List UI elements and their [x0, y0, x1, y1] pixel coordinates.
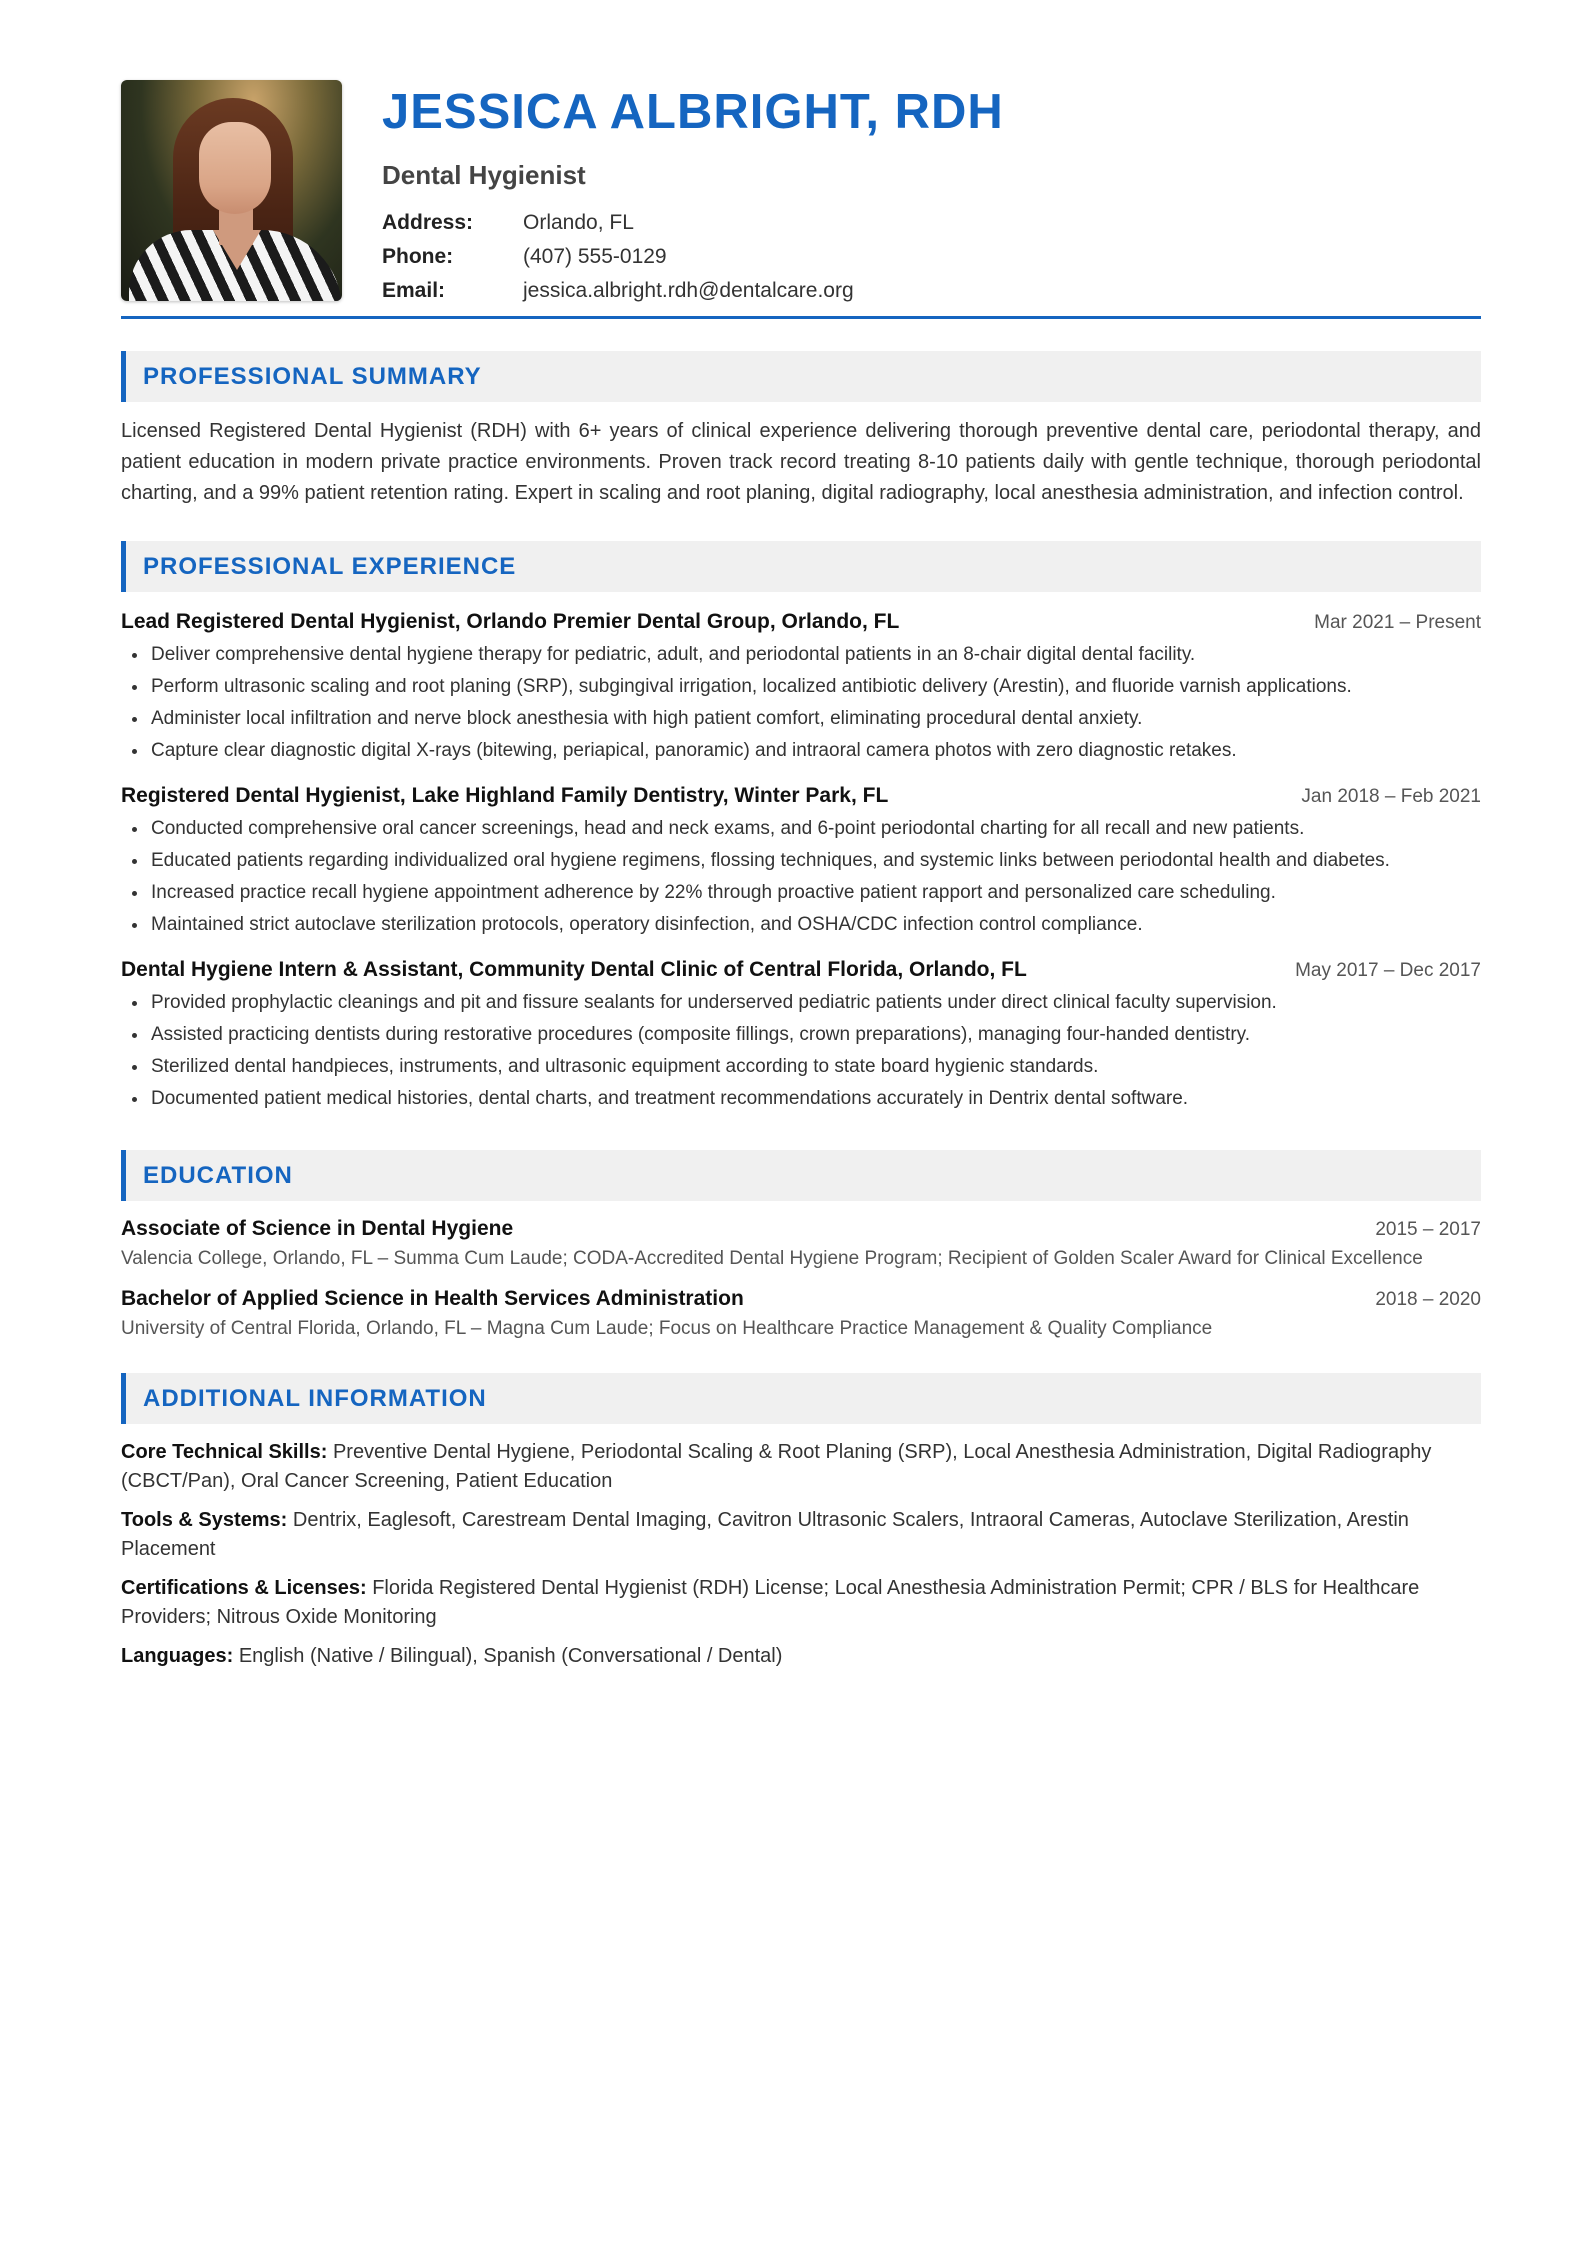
- contact-phone: [382, 240, 1004, 274]
- section-heading-text: ADDITIONAL INFORMATION: [143, 1384, 487, 1412]
- degree-title: Associate of Science in Dental Hygiene: [121, 1217, 514, 1240]
- summary-text: Licensed Registered Dental Hygienist (RDH) with 6+ years of clinical experience delivering thorough preventive dental care, periodontal therapy, and patient education in modern private practice environments. Proven track record treating 8-10 patients daily with gentle technique, thorough periodontal charting, and a 99% patient retention rating. Expert in scaling and root planing, digital radiography, local anesthesia administration, and infection control.: [121, 420, 1481, 504]
- section-heading-text: PROFESSIONAL SUMMARY: [143, 362, 482, 390]
- additional-text: Florida Registered Dental Hygienist (RDH) License; Local Anesthesia Administration Permit; CPR / BLS for Healthcare Providers; Nitrous Oxide Monitoring: [121, 1577, 1420, 1628]
- contact-value: (407) 555-0129: [523, 244, 667, 268]
- job-entry: [121, 608, 1481, 764]
- bullet-item: • Increased practice recall hygiene appointment adherence by 22% through proactive patient rapport and personalized care scheduling.: [149, 879, 1481, 906]
- contact-email: [382, 274, 1004, 308]
- section-heading-text: PROFESSIONAL EXPERIENCE: [143, 552, 517, 580]
- additional-item: [121, 1642, 1481, 1671]
- bullet-item: • Deliver comprehensive dental hygiene therapy for pediatric, adult, and periodontal patients in an 8-chair digital dental facility.: [149, 641, 1481, 668]
- degree-detail: University of Central Florida, Orlando, FL – Magna Cum Laude; Focus on Healthcare Practice Management & Quality Compliance: [121, 1318, 1213, 1339]
- degree-title: Bachelor of Applied Science in Health Services Administration: [121, 1287, 744, 1310]
- contact-address: [382, 206, 1004, 240]
- bullet-item: • Educated patients regarding individualized oral hygiene regimens, flossing techniques, and systemic links between periodontal health and diabetes.: [149, 847, 1481, 874]
- contact-label: Address:: [382, 210, 474, 234]
- section-heading-text: EDUCATION: [143, 1161, 293, 1189]
- bullet-item: • Assisted practicing dentists during restorative procedures (composite fillings, crown preparations), managing four-handed dentistry.: [149, 1021, 1481, 1048]
- bullet-item: • Sterilized dental handpieces, instruments, and ultrasonic equipment according to state board hygienic standards.: [149, 1053, 1481, 1080]
- additional-label: Languages:: [121, 1645, 234, 1667]
- additional-item: [121, 1506, 1481, 1564]
- bullet-item: • Perform ultrasonic scaling and root planing (SRP), subgingival irrigation, localized antibiotic delivery (Arestin), and fluoride varnish applications.: [149, 673, 1481, 700]
- job-title: Dental Hygiene Intern & Assistant, Community Dental Clinic of Central Florida, Orlando, FL: [121, 958, 1027, 981]
- job-entry: [121, 782, 1481, 938]
- degree-dates: 2015 – 2017: [1375, 1219, 1481, 1240]
- additional-label: Tools & Systems:: [121, 1509, 288, 1531]
- section-heading-education: [121, 1150, 1481, 1201]
- section-heading-additional: [121, 1373, 1481, 1424]
- header-divider: [121, 316, 1481, 319]
- degree-detail: Valencia College, Orlando, FL – Summa Cum Laude; CODA-Accredited Dental Hygiene Program; Recipient of Golden Scaler Award for Clinical Excellence: [121, 1248, 1423, 1269]
- job-dates: May 2017 – Dec 2017: [1295, 960, 1481, 981]
- education-entry: [121, 1285, 1481, 1343]
- additional-label: Certifications & Licenses:: [121, 1577, 367, 1599]
- bullet-item: • Conducted comprehensive oral cancer screenings, head and neck exams, and 6-point periodontal charting for all recall and new patients.: [149, 815, 1481, 842]
- section-heading-summary: [121, 351, 1481, 402]
- bullet-item: • Maintained strict autoclave sterilization protocols, operatory disinfection, and OSHA/CDC infection control compliance.: [149, 911, 1481, 938]
- bullet-item: • Documented patient medical histories, dental charts, and treatment recommendations accurately in Dentrix dental software.: [149, 1085, 1481, 1112]
- resume-header: [121, 80, 1481, 302]
- additional-item: [121, 1438, 1481, 1496]
- bullet-item: • Provided prophylactic cleanings and pit and fissure sealants for underserved pediatric patients under direct clinical faculty supervision.: [149, 989, 1481, 1016]
- additional-label: Core Technical Skills:: [121, 1441, 328, 1463]
- additional-text: Preventive Dental Hygiene, Periodontal Scaling & Root Planing (SRP), Local Anesthesia Administration, Digital Radiography (CBCT/Pan), Oral Cancer Screening, Patient Education: [121, 1441, 1432, 1492]
- candidate-name: JESSICA ALBRIGHT, RDH: [382, 85, 1004, 139]
- contact-label: Phone:: [382, 244, 454, 268]
- section-heading-experience: [121, 541, 1481, 592]
- degree-dates: 2018 – 2020: [1375, 1289, 1481, 1310]
- contact-label: Email:: [382, 278, 446, 302]
- job-title: Registered Dental Hygienist, Lake Highland Family Dentistry, Winter Park, FL: [121, 784, 889, 807]
- additional-item: [121, 1574, 1481, 1632]
- additional-text: Dentrix, Eaglesoft, Carestream Dental Imaging, Cavitron Ultrasonic Scalers, Intraoral Cameras, Autoclave Sterilization, Arestin Placement: [121, 1509, 1409, 1560]
- profile-photo: [121, 80, 342, 301]
- bullet-item: • Capture clear diagnostic digital X-rays (bitewing, periapical, panoramic) and intraoral camera photos with zero diagnostic retakes.: [149, 737, 1481, 764]
- candidate-title: Dental Hygienist: [382, 160, 586, 190]
- additional-text: English (Native / Bilingual), Spanish (Conversational / Dental): [238, 1645, 783, 1667]
- job-dates: Jan 2018 – Feb 2021: [1301, 786, 1481, 807]
- job-bullets: [121, 815, 1481, 938]
- job-dates: Mar 2021 – Present: [1314, 612, 1481, 633]
- bullet-item: • Administer local infiltration and nerve block anesthesia with high patient comfort, eliminating procedural dental anxiety.: [149, 705, 1481, 732]
- job-bullets: [121, 989, 1481, 1112]
- contact-value: Orlando, FL: [523, 210, 634, 234]
- job-entry: [121, 956, 1481, 1112]
- job-bullets: [121, 641, 1481, 764]
- education-entry: [121, 1215, 1481, 1273]
- header-info: [382, 80, 1004, 308]
- job-title: Lead Registered Dental Hygienist, Orlando Premier Dental Group, Orlando, FL: [121, 610, 900, 633]
- contact-value: jessica.albright.rdh@dentalcare.org: [523, 278, 854, 302]
